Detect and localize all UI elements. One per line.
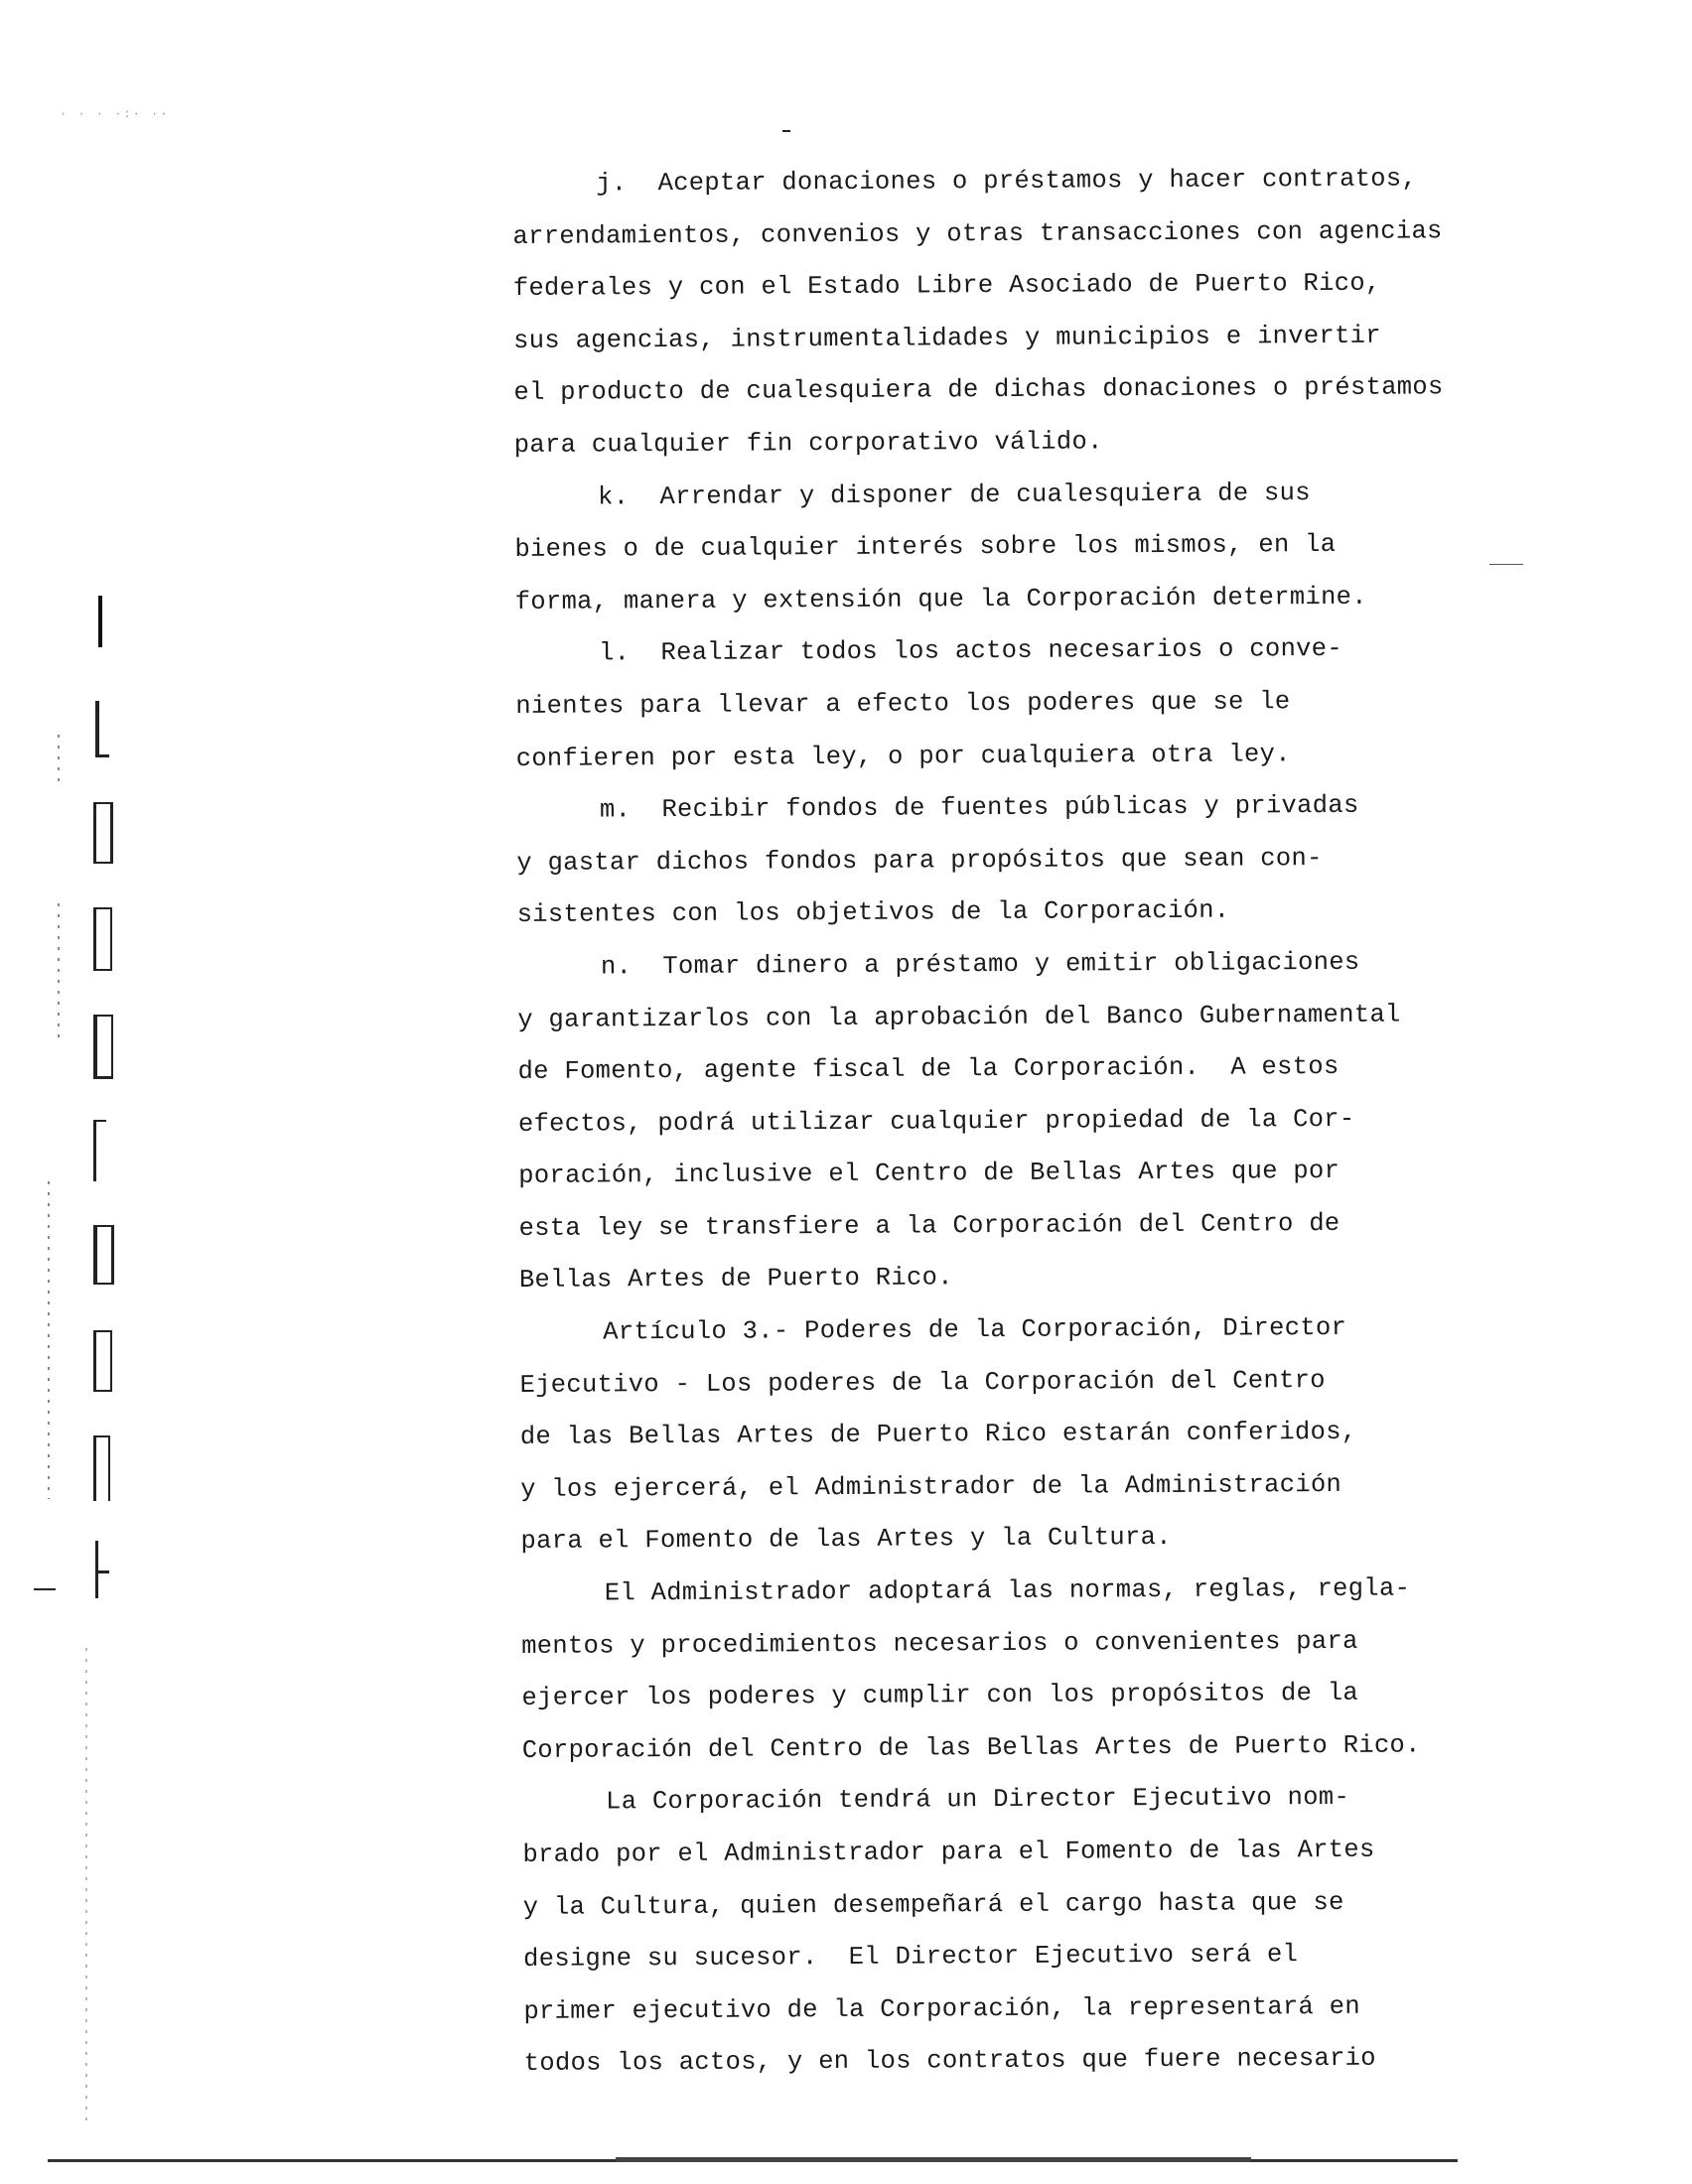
text-line: arrendamientos, convenios y otras transacciones con agencias	[512, 215, 1443, 251]
top-dash	[782, 130, 790, 132]
scan-specks: · · · ·:· ··	[60, 107, 170, 121]
text-line: sus agencias, instrumentalidades y municipios e invertir	[513, 321, 1381, 355]
margin-tick-10	[95, 1570, 109, 1573]
margin-mark-7	[93, 1225, 114, 1285]
text-line: forma, manera y extensión que la Corporación determine.	[514, 582, 1367, 616]
text-line: el producto de cualesquiera de dichas donaciones o préstamos	[513, 372, 1444, 408]
bottom-scan-line-thick	[616, 2157, 1251, 2162]
margin-mark-1	[98, 596, 102, 647]
text-line: y garantizarlos con la aprobación del Banco Gubernamental	[517, 1000, 1401, 1034]
text-line: mentos y procedimientos necesarios o convenientes para	[521, 1626, 1358, 1661]
text-line: para el Fomento de las Artes y la Cultura.	[520, 1523, 1172, 1557]
margin-mark-8	[93, 1330, 112, 1392]
text-line: bienes o de cualquier interés sobre los mismos, en la	[514, 530, 1337, 565]
margin-mark-5	[93, 1015, 113, 1079]
text-line: designe su sucesor. El Director Ejecutivo será el	[522, 1940, 1299, 1975]
text-line: poración, inclusive el Centro de Bellas Artes que por	[518, 1157, 1340, 1191]
text-line: para cualquier fin corporativo válido.	[513, 427, 1103, 460]
text-line: m. Recibir fondos de fuentes públicas y privadas	[599, 790, 1359, 825]
text-line: de Fomento, agente fiscal de la Corporación. A estos	[517, 1052, 1340, 1087]
text-line: j. Aceptar donaciones o préstamos y hacer contratos,	[596, 164, 1418, 199]
text-line: ejercer los poderes y cumplir con los propósitos de la	[521, 1679, 1359, 1713]
body-text	[512, 153, 1478, 2091]
text-line: sistentes con los objetivos de la Corporación.	[516, 895, 1230, 930]
text-line: federales y con el Estado Libre Asociado de Puerto Rico,	[512, 268, 1381, 304]
margin-mark-6	[93, 1120, 106, 1181]
margin-mark-9	[93, 1435, 110, 1501]
text-line: todos los actos, y en los contratos que fuere necesario	[523, 2044, 1376, 2079]
text-line: Ejecutivo - Los poderes de la Corporación del Centro	[519, 1365, 1326, 1400]
text-line: esta ley se transfiere a la Corporación del Centro de	[518, 1208, 1340, 1243]
margin-mark-2	[95, 701, 109, 757]
text-line: efectos, podrá utilizar cualquier propiedad de la Cor-	[517, 1104, 1355, 1139]
margin-mark-10	[95, 1541, 110, 1598]
text-line: de las Bellas Artes de Puerto Rico estarán conferidos,	[519, 1418, 1357, 1452]
text-line: y los ejercerá, el Administrador de la Administración	[520, 1469, 1342, 1504]
text-line: primer ejecutivo de la Corporación, la representará en	[523, 1991, 1361, 2026]
left-edge-dots-4	[85, 1648, 87, 2124]
text-line: y gastar dichos fondos para propósitos que sean con-	[516, 843, 1323, 878]
text-line: La Corporación tendrá un Director Ejecutivo nom-	[606, 1783, 1350, 1817]
left-edge-dots-3	[48, 1181, 50, 1499]
margin-mark-4	[93, 907, 112, 971]
text-line: nientes para llevar a efecto los poderes que se le	[515, 687, 1291, 721]
left-edge-dots-2	[58, 903, 60, 1042]
left-edge-dots-1	[58, 735, 60, 784]
text-line: l. Realizar todos los actos necesarios o conve-	[598, 634, 1343, 668]
text-line: brado por el Administrador para el Fomento de las Artes	[522, 1835, 1375, 1869]
text-line: Corporación del Centro de las Bellas Artes de Puerto Rico.	[521, 1730, 1421, 1765]
article-heading-line: Artículo 3.- Poderes de la Corporación, Director	[603, 1312, 1347, 1347]
margin-mark-3	[93, 802, 113, 864]
text-line: n. Tomar dinero a préstamo y emitir obligaciones	[600, 947, 1360, 982]
text-line: y la Cultura, quien desempeñará el cargo hasta que se	[522, 1887, 1344, 1922]
text-line: k. Arrendar y disponer de cualesquiera de sus	[597, 478, 1311, 512]
right-margin-dash	[1489, 564, 1523, 565]
text-line: El Administrador adoptará las normas, reglas, regla-	[604, 1573, 1411, 1608]
text-line: Bellas Artes de Puerto Rico.	[518, 1263, 953, 1296]
margin-dash-left	[34, 1588, 56, 1590]
text-line: confieren por esta ley, o por cualquiera otra ley.	[515, 739, 1291, 773]
